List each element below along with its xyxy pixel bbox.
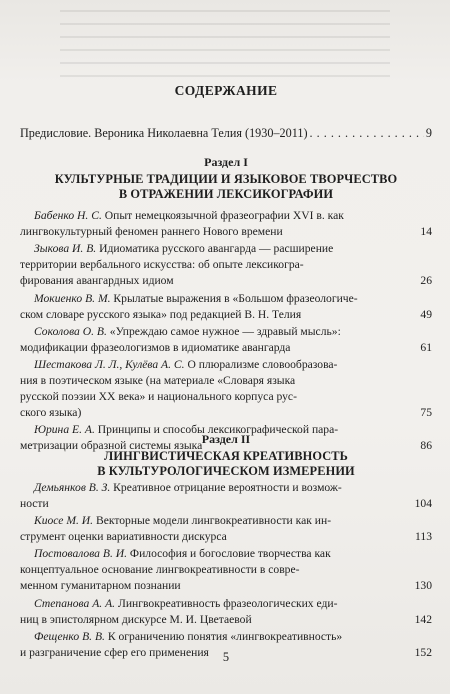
page-title: СОДЕРЖАНИЕ (174, 83, 278, 98)
entry-title-line: ности (20, 497, 49, 511)
bleed-through-text (60, 10, 390, 80)
entry-title-line: территории вербального искусства: об опыте лексикогра- (20, 258, 304, 272)
entry-author: Демьянков В. З. (34, 481, 111, 494)
section-2-label: Раздел II (201, 432, 251, 446)
entry-page: 49 (420, 308, 432, 322)
toc-entry (20, 480, 432, 512)
entry-author: Фещенко В. В. (34, 630, 105, 643)
entry-title: О плюрализме словообразова- (184, 358, 338, 371)
toc-entry (20, 241, 432, 289)
entry-title: К ограничению понятия «лингвокреативность» (104, 630, 343, 643)
leader-dots (310, 126, 424, 141)
entry-author: Бабенко Н. С. (34, 209, 102, 222)
entry-title-line: модификации фразеологизмов в идиоматике авангарда (20, 341, 291, 355)
entry-page: 130 (414, 579, 432, 593)
entry-page: 86 (420, 439, 432, 453)
preface-entry (20, 126, 432, 141)
entry-title-line: ния в поэтическом языке (на материале «Словаря языка (20, 374, 296, 388)
entry-title: Философия и богословие творчества как (127, 547, 331, 560)
section-title-line: КУЛЬТУРНЫЕ ТРАДИЦИИ И ЯЗЫКОВОЕ ТВОРЧЕСТВО (54, 172, 398, 186)
toc-entry (20, 357, 432, 421)
entry-title-line: струмент оценки вариативности дискурса (20, 530, 227, 544)
toc-entry (20, 546, 432, 594)
preface-title: Предисловие. Вероника Николаевна Телия (1930–2011) (20, 126, 308, 140)
entry-author: Киосе М. И. (34, 514, 94, 527)
entry-page: 14 (420, 225, 432, 239)
entry-title: «Упреждаю самое нужное — здравый мысль»: (106, 325, 341, 338)
entry-title: Векторные модели лингвокреативности как ин- (93, 514, 332, 527)
preface-page: 9 (425, 126, 432, 140)
entry-page: 26 (420, 274, 432, 288)
entry-author: Шестакова Л. Л., Кулёва А. С. (34, 358, 185, 371)
entry-page: 104 (414, 497, 432, 511)
entry-author: Юрина Е. А. (34, 423, 95, 436)
entry-title-line: фирования авангардных идиом (20, 274, 174, 288)
toc-entry (20, 629, 432, 661)
entry-title: Крылатые выражения в «Большом фразеологиче- (110, 292, 358, 305)
entry-title: Принципы и способы лексикографической пара- (94, 423, 339, 436)
entry-title-line: менном гуманитарном познании (20, 579, 181, 593)
entry-author: Зыкова И. В. (34, 242, 97, 255)
toc-entry (20, 291, 432, 323)
entry-title-line: русской поэзии XX века» и национального корпуса рус- (20, 390, 297, 404)
entry-title-line: ского языка) (20, 406, 82, 420)
entry-title-line: ском словаре русского языка» под редакцией В. Н. Телия (20, 308, 302, 322)
entry-page: 75 (420, 406, 432, 420)
section-title-line: В КУЛЬТУРОЛОГИЧЕСКОМ ИЗМЕРЕНИИ (97, 464, 355, 478)
entry-page: 61 (420, 341, 432, 355)
entry-page: 113 (415, 530, 432, 544)
entry-title: Лингвокреативность фразеологических еди- (115, 597, 338, 610)
entry-title-line: лингвокультурный феномен раннего Нового времени (20, 225, 283, 239)
section-1-title (20, 172, 432, 202)
entry-title-line: метризации образной системы языка (20, 439, 203, 453)
entry-author: Мокиенко В. М. (34, 292, 111, 305)
section-1-label: Раздел I (204, 155, 248, 169)
section-title-line: ЛИНГВИСТИЧЕСКАЯ КРЕАТИВНОСТЬ (104, 449, 348, 463)
section-title-line: В ОТРАЖЕНИИ ЛЕКСИКОГРАФИИ (118, 187, 334, 201)
entry-page: 152 (414, 646, 432, 660)
entry-author: Постовалова В. И. (34, 547, 128, 560)
entry-title: Креативное отрицание вероятности и возмож- (110, 481, 342, 494)
toc-entry (20, 513, 432, 545)
entry-title-line: ниц в эпистолярном дискурсе М. И. Цветаевой (20, 613, 252, 627)
entry-page: 142 (414, 613, 432, 627)
page-number: 5 (222, 650, 230, 664)
entry-title-line: и разграничение сфер его применения (20, 646, 209, 660)
entry-author: Степанова А. А. (34, 597, 116, 610)
toc-entry (20, 596, 432, 628)
section-2-title (20, 449, 432, 479)
entry-title-line: концептуальное основание лингвокреативности в совре- (20, 563, 300, 577)
entry-author: Соколова О. В. (34, 325, 107, 338)
toc-entry (20, 208, 432, 240)
entry-title: Опыт немецкоязычной фразеографии XVI в. как (101, 209, 344, 222)
toc-entry (20, 324, 432, 356)
entry-title: Идиоматика русского авангарда — расширение (96, 242, 334, 255)
